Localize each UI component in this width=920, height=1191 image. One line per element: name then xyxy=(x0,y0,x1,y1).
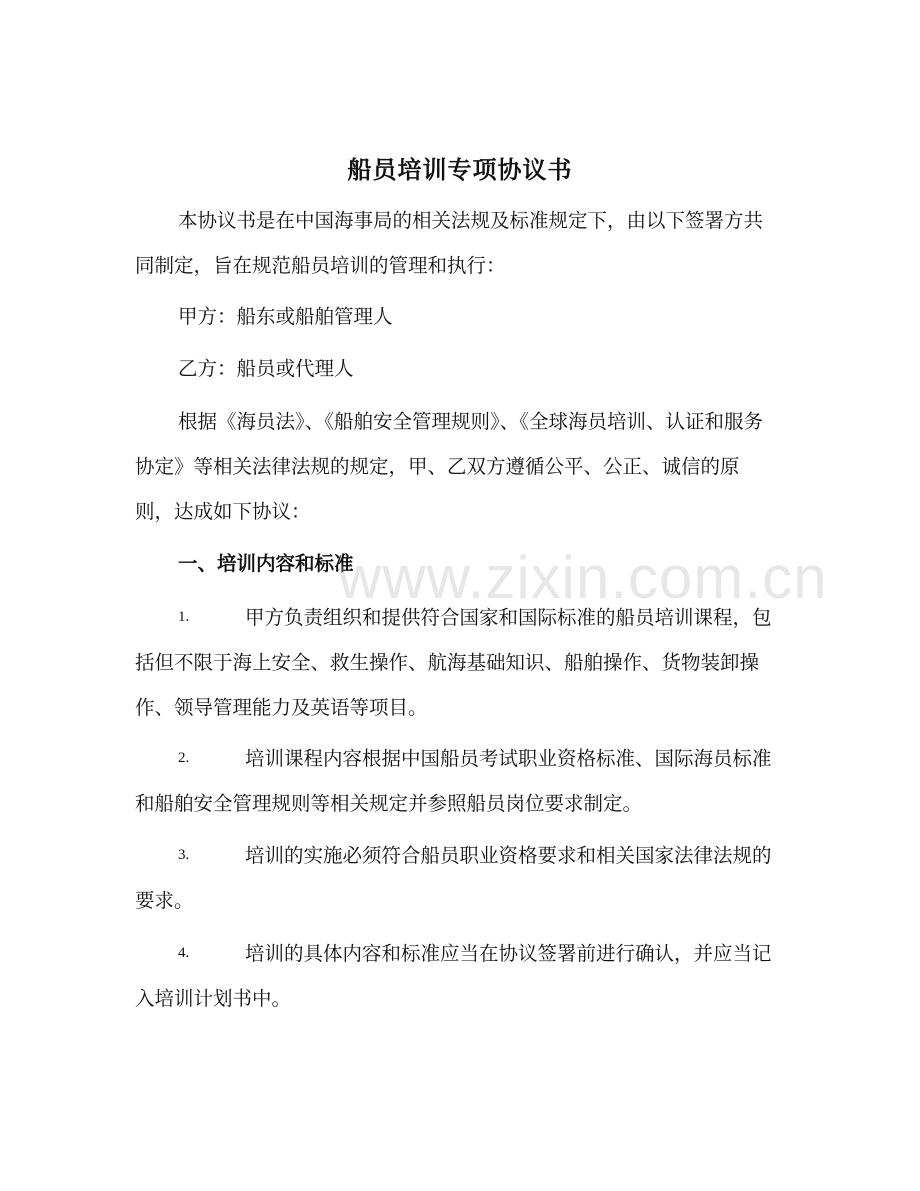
party-a-line: 甲方：船东或船舶管理人 xyxy=(178,305,393,328)
list-item-text: 培训的具体内容和标准应当在协议签署前进行确认，并应当记入培训计划书中。 xyxy=(135,942,772,1010)
section-heading: 一、培训内容和标准 xyxy=(178,552,354,575)
item-number: 1. xyxy=(178,609,190,625)
watermark: www.zixin.com.cn xyxy=(338,544,828,611)
item-number: 2. xyxy=(178,750,190,766)
basis-paragraph: 根据《海员法》、《船舶安全管理规则》、《全球海员培训、认证和服务协定》等相关法律法规的规定，甲、乙双方遵循公平、公正、诚信的原则，达成如下协议： xyxy=(135,410,764,523)
document-title: 船员培训专项协议书 xyxy=(347,156,573,184)
list-item-text: 培训课程内容根据中国船员考试职业资格标准、国际海员标准和船舶安全管理规则等相关规定并参照船员岗位要求制定。 xyxy=(135,747,772,815)
list-item-text: 甲方负责组织和提供符合国家和国际标准的船员培训课程，包括但不限于海上安全、救生操作、航海基础知识、船舶操作、货物装卸操作、领导管理能力及英语等项目。 xyxy=(135,606,772,719)
item-number: 4. xyxy=(178,945,190,961)
item-number: 3. xyxy=(178,847,190,863)
party-b-line: 乙方：船员或代理人 xyxy=(178,357,354,380)
intro-paragraph: 本协议书是在中国海事局的相关法规及标准规定下，由以下签署方共同制定，旨在规范船员培训的管理和执行： xyxy=(135,209,764,277)
list-item-text: 培训的实施必须符合船员职业资格要求和相关国家法律法规的要求。 xyxy=(135,844,772,912)
